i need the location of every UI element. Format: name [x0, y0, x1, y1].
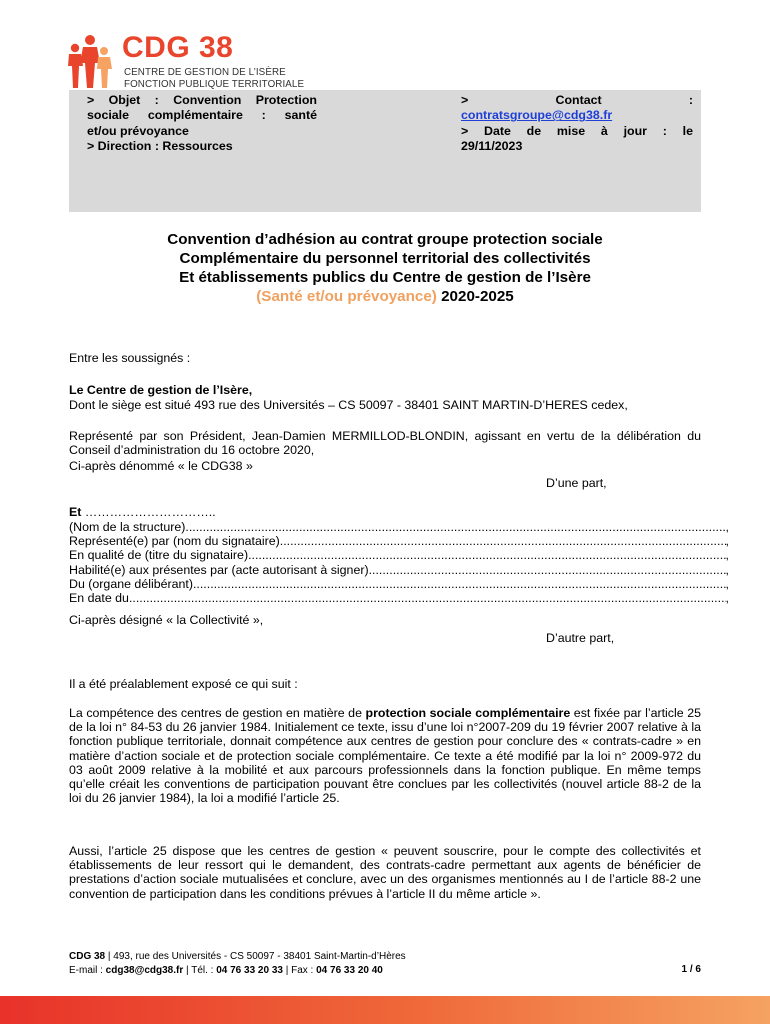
party2-field: [69, 520, 729, 534]
objet-line: et/ou prévoyance: [87, 123, 189, 138]
party2-field-dots: [280, 534, 726, 548]
expose-heading: Il a été préalablement exposé ce qui suit :: [69, 677, 298, 691]
date-value: 29/11/2023: [461, 139, 523, 154]
party2-field-label: En qualité de (titre du signataire): [69, 548, 249, 563]
party2-field-dots: [248, 548, 725, 562]
footer-org: CDG 38: [69, 951, 106, 962]
party2-field-dots: [185, 520, 725, 534]
contact-email-link[interactable]: contratsgroupe@cdg38.fr: [461, 108, 613, 123]
people-logo-icon: [66, 34, 116, 90]
party2-field-label: En date du: [69, 591, 129, 606]
title-line: Complémentaire du personnel territorial des collectivités: [179, 250, 591, 267]
footer-email[interactable]: cdg38@cdg38.fr: [105, 964, 184, 976]
footer-fax-label: | Fax :: [282, 964, 317, 976]
party2-header: [69, 505, 701, 519]
contact-label: Contact :: [555, 93, 693, 107]
logo-subtitle-line1: CENTRE DE GESTION DE L’ISÈRE: [124, 67, 286, 78]
logo-title: CDG 38: [122, 31, 234, 64]
objet-line: sociale complémentaire : santé: [87, 108, 317, 123]
title-line: Et établissements publics du Centre de gestion de l’Isère: [179, 269, 591, 286]
footer-contact-line: [69, 964, 701, 978]
party2-field: [69, 591, 729, 605]
logo-subtitle-line2: FONCTION PUBLIQUE TERRITORIALE: [124, 79, 305, 90]
title-years: 2020-2025: [441, 288, 514, 305]
contact-prefix: >: [461, 93, 469, 107]
party2-field: [69, 577, 729, 591]
contact-line: [461, 93, 693, 108]
direction-line: > Direction : Ressources: [87, 139, 233, 154]
para1-text: La compétence des centres de gestion en matière de: [69, 706, 366, 720]
date-line: > Date de mise à jour : le: [461, 123, 693, 138]
paragraph-competence: [69, 706, 701, 805]
title-line: Convention d’adhésion au contrat groupe protection sociale: [167, 231, 603, 248]
paragraph-article25: Aussi, l’article 25 dispose que les centres de gestion « peuvent souscrire, pour le compte des collectivités et établissements de leur ressort qui le demandent, des contrats-cadre permettant aux agents de bénéficier de prestations d’action sociale mutualisées et conclure, avec un des organismes mentionnés au I de l’article 88-2 une convention de participation dans les conditions prévues à l’article II du même article ».: [69, 844, 701, 901]
footer-fax: 04 76 33 20 40: [316, 964, 383, 976]
party2-dots: …………………………..: [81, 505, 216, 519]
party2-field-dots: [129, 591, 726, 605]
party2-field-end: ,: [725, 520, 729, 534]
party2-field-label: Habilité(e) aux présentes par (acte autorisant à signer): [69, 562, 369, 577]
objet-line: > Objet : Convention Protection: [87, 93, 317, 107]
document-info-box: [69, 90, 701, 212]
para1-text: est fixée par l’article 25 de la loi n° 84-53 du 26 janvier 1984. Initialement ce texte, issu d’une loi n°2007-209 du 19 février 2007 relative à la fonction publique territoriale, donnait compétence aux centres de gestion pour conclure des « contrats-cadre » en matière d’action sociale et de protection sociale complémentaire. Ce texte a été modifié par la loi n° 2009-972 du 03 août 2009 relative à la mobilité et aux parcours professionnels dans la fonction publique. En même temps qu’elle créait les conventions de participation pouvant être conclues par les collectivités (nouvel article 88-2 de la loi du 26 janvier 1984), la loi a modifié l’article 25.: [69, 706, 701, 806]
page-number: 1 / 6: [681, 964, 701, 975]
party2-field-dots: [369, 563, 726, 577]
footer-color-bar: [0, 996, 770, 1024]
para1-bold: protection sociale complémentaire: [365, 706, 571, 720]
party2-field-end: ,: [725, 562, 729, 577]
cdg38-logo: [66, 31, 326, 94]
page-footer: [69, 950, 701, 977]
info-left-column: [87, 93, 317, 155]
party2-part: D’autre part,: [546, 631, 615, 645]
party2-field: [69, 563, 729, 577]
footer-email-label: E-mail :: [69, 964, 106, 976]
party1-part: D’une part,: [546, 476, 607, 490]
party2-field-dots: [193, 577, 726, 591]
party2-field-label: Du (organe délibérant): [69, 576, 193, 591]
footer-tel: 04 76 33 20 33: [216, 964, 283, 976]
footer-address-line: [69, 950, 701, 964]
party2-label: Et: [69, 505, 82, 519]
title-line: [69, 287, 701, 306]
party2-field-end: ,: [725, 591, 729, 606]
party2-field-end: ,: [725, 534, 729, 549]
party2-field: [69, 534, 729, 548]
document-title: [69, 230, 701, 306]
footer-address: | 493, rue des Universités - CS 50097 - 38401 Saint-Martin-d’Hères: [105, 951, 406, 962]
party2-field: [69, 548, 729, 562]
party2-field-label: Représenté(e) par (nom du signataire): [69, 534, 280, 549]
party1-representative: Représenté par son Président, Jean-Damien MERMILLOD-BLONDIN, agissant en vertu de la délibération du Conseil d’administration du 16 octobre 2020,: [69, 429, 701, 458]
party2-field-label: (Nom de la structure): [69, 520, 186, 534]
party1-name: Le Centre de gestion de l’Isère,: [69, 383, 253, 397]
intro-text: Entre les soussignés :: [69, 351, 191, 365]
party1-alias: Ci-après dénommé « le CDG38 »: [69, 459, 253, 473]
footer-tel-label: | Tél. :: [183, 964, 217, 976]
contact-email-line: [461, 108, 693, 123]
party2-fields: [69, 520, 731, 605]
party2-field-end: ,: [725, 548, 729, 563]
info-right-column: [461, 93, 693, 155]
party2-field-end: ,: [725, 576, 729, 591]
title-accent: (Santé et/ou prévoyance): [256, 288, 437, 305]
party1-address: Dont le siège est situé 493 rue des Universités – CS 50097 - 38401 SAINT MARTIN-D’HERES cedex,: [69, 398, 628, 412]
party2-alias: Ci-après désigné « la Collectivité »,: [69, 613, 264, 627]
